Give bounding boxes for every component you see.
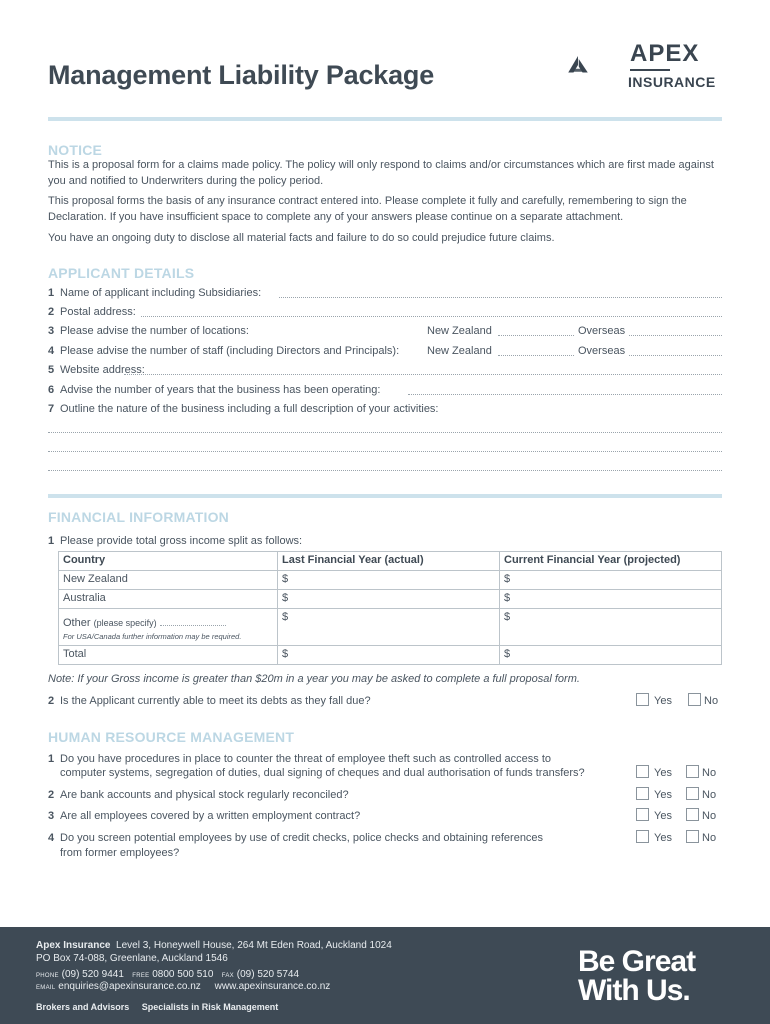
yes-label: Yes	[654, 832, 672, 844]
locations-overseas-field[interactable]	[629, 335, 722, 336]
applicant-question-1: 1 Name of applicant including Subsidiaries:	[48, 287, 262, 299]
income-note: Note: If your Gross income is greater than $20m in a year you may be asked to complete a full proposal form.	[48, 673, 580, 685]
total-current-year-input[interactable]: $	[500, 646, 722, 665]
applicant-name-field[interactable]	[279, 297, 722, 298]
footer-address-line-1: Apex Insurance Level 3, Honeywell House, 264 Mt Eden Road, Auckland 1024	[36, 940, 392, 951]
applicant-heading: APPLICANT DETAILS	[48, 265, 195, 281]
contract-yes-checkbox[interactable]	[636, 808, 649, 821]
postal-address-field[interactable]	[141, 316, 722, 317]
debts-yes-checkbox[interactable]	[636, 693, 649, 706]
applicant-question-6: 6 Advise the number of years that the business has been operating:	[48, 384, 381, 396]
hr-question-4-continued: from former employees?	[60, 847, 180, 859]
yes-label: Yes	[654, 767, 672, 779]
logo-name: APEX	[630, 40, 700, 67]
locations-overseas-label: Overseas	[578, 325, 626, 337]
notice-paragraph-2: This proposal forms the basis of any insurance contract entered into. Please complete it fully and carefully, remembering to sign the Declaration. If you have insufficient space to complete any of your answers please continue on a separate attachment.	[48, 195, 687, 223]
footer-contact-line: EMAIL enquiries@apexinsurance.co.nz www.apexinsurance.co.nz	[36, 981, 331, 992]
email-link[interactable]: enquiries@apexinsurance.co.nz	[58, 981, 201, 992]
applicant-question-7: 7 Outline the nature of the business including a full description of your activities:	[48, 403, 439, 415]
other-specify-field[interactable]	[160, 625, 226, 626]
current-year-input[interactable]: $	[500, 609, 722, 646]
yes-label: Yes	[654, 695, 672, 707]
logo-subtitle: INSURANCE	[628, 74, 716, 90]
staff-nz-label: New Zealand	[427, 345, 492, 357]
no-label: No	[702, 832, 717, 844]
table-row	[59, 590, 722, 609]
years-operating-field[interactable]	[408, 394, 722, 395]
hr-heading: HUMAN RESOURCE MANAGEMENT	[48, 729, 295, 745]
staff-overseas-label: Overseas	[578, 345, 626, 357]
staff-overseas-field[interactable]	[629, 355, 722, 356]
last-year-input[interactable]: $	[278, 571, 500, 590]
theft-procedures-no-checkbox[interactable]	[686, 765, 699, 778]
page-title: Management Liability Package	[48, 60, 435, 90]
yes-label: Yes	[654, 789, 672, 801]
financial-heading: FINANCIAL INFORMATION	[48, 509, 229, 525]
column-header-current-year: Current Financial Year (projected)	[500, 552, 722, 571]
hr-question-2: 2 Are bank accounts and physical stock regularly reconciled?	[48, 789, 349, 801]
last-year-input[interactable]: $	[278, 590, 500, 609]
footer-phone-line: PHONE (09) 520 9441 FREE 0800 500 510 FAX (09) 520 5744	[36, 969, 300, 980]
footer-address-line-2: PO Box 74-088, Greenlane, Auckland 1546	[36, 953, 228, 964]
hr-question-1: 1 Do you have procedures in place to counter the threat of employee theft such as controlled access to	[48, 753, 552, 765]
financial-question-2: 2 Is the Applicant currently able to meet its debts as they fall due?	[48, 695, 371, 707]
other-note: For USA/Canada further information may be required.	[63, 632, 242, 641]
current-year-input[interactable]: $	[500, 590, 722, 609]
applicant-question-3: 3 Please advise the number of locations:	[48, 325, 249, 337]
locations-nz-label: New Zealand	[427, 325, 492, 337]
table-row	[59, 571, 722, 590]
applicant-question-4: 4 Please advise the number of staff (including Directors and Principals):	[48, 345, 400, 357]
section-rule	[48, 494, 722, 498]
no-label: No	[702, 810, 717, 822]
no-label: No	[702, 767, 717, 779]
hr-question-4: 4 Do you screen potential employees by use of credit checks, police checks and obtaining references	[48, 832, 544, 844]
notice-heading: NOTICE	[48, 142, 103, 158]
applicant-question-2: 2 Postal address:	[48, 306, 136, 318]
staff-nz-field[interactable]	[498, 355, 574, 356]
applicant-question-5: 5 Website address:	[48, 364, 145, 376]
yes-label: Yes	[654, 810, 672, 822]
business-description-line-1[interactable]	[48, 432, 722, 433]
locations-nz-field[interactable]	[498, 335, 574, 336]
current-year-input[interactable]: $	[500, 571, 722, 590]
screening-no-checkbox[interactable]	[686, 830, 699, 843]
theft-procedures-yes-checkbox[interactable]	[636, 765, 649, 778]
logo-divider	[630, 69, 670, 71]
apex-logo-icon	[566, 40, 626, 90]
other-label: Other	[63, 617, 91, 629]
country-cell: New Zealand	[59, 571, 278, 590]
column-header-country: Country	[59, 552, 278, 571]
other-country-cell[interactable]	[59, 609, 278, 646]
contract-no-checkbox[interactable]	[686, 808, 699, 821]
website-link[interactable]: www.apexinsurance.co.nz	[214, 981, 331, 992]
website-field[interactable]	[124, 374, 722, 375]
country-cell: Australia	[59, 590, 278, 609]
no-label: No	[702, 789, 717, 801]
other-hint: (please specify)	[93, 618, 157, 628]
total-last-year-input[interactable]: $	[278, 646, 500, 665]
notice-paragraph-1: This is a proposal form for a claims made policy. The policy will only respond to claims and/or circumstances which are first made against you and notified to Underwriters during the policy period.	[48, 159, 714, 187]
income-table	[58, 551, 722, 665]
reconciled-yes-checkbox[interactable]	[636, 787, 649, 800]
reconciled-no-checkbox[interactable]	[686, 787, 699, 800]
total-label: Total	[59, 646, 278, 665]
footer	[0, 927, 770, 1024]
slogan: Be Great With Us.	[578, 945, 696, 1007]
hr-question-1-continued: computer systems, segregation of duties, dual signing of cheques and dual authorisation of funds transfers?	[60, 767, 585, 779]
financial-question-1: 1 Please provide total gross income split as follows:	[48, 535, 303, 547]
notice-paragraph-3: You have an ongoing duty to disclose all material facts and failure to do so could prejudice future claims.	[48, 232, 555, 244]
last-year-input[interactable]: $	[278, 609, 500, 646]
business-description-line-2[interactable]	[48, 451, 722, 452]
footer-taglines: Brokers and Advisors Specialists in Risk Management	[36, 1002, 279, 1012]
business-description-line-3[interactable]	[48, 470, 722, 471]
company-name: Apex Insurance	[36, 940, 111, 951]
section-rule	[48, 117, 722, 121]
table-row-other	[59, 609, 722, 646]
column-header-last-year: Last Financial Year (actual)	[278, 552, 500, 571]
screening-yes-checkbox[interactable]	[636, 830, 649, 843]
hr-question-3: 3 Are all employees covered by a written employment contract?	[48, 810, 361, 822]
table-row-total	[59, 646, 722, 665]
no-label: No	[704, 695, 719, 707]
debts-no-checkbox[interactable]	[688, 693, 701, 706]
